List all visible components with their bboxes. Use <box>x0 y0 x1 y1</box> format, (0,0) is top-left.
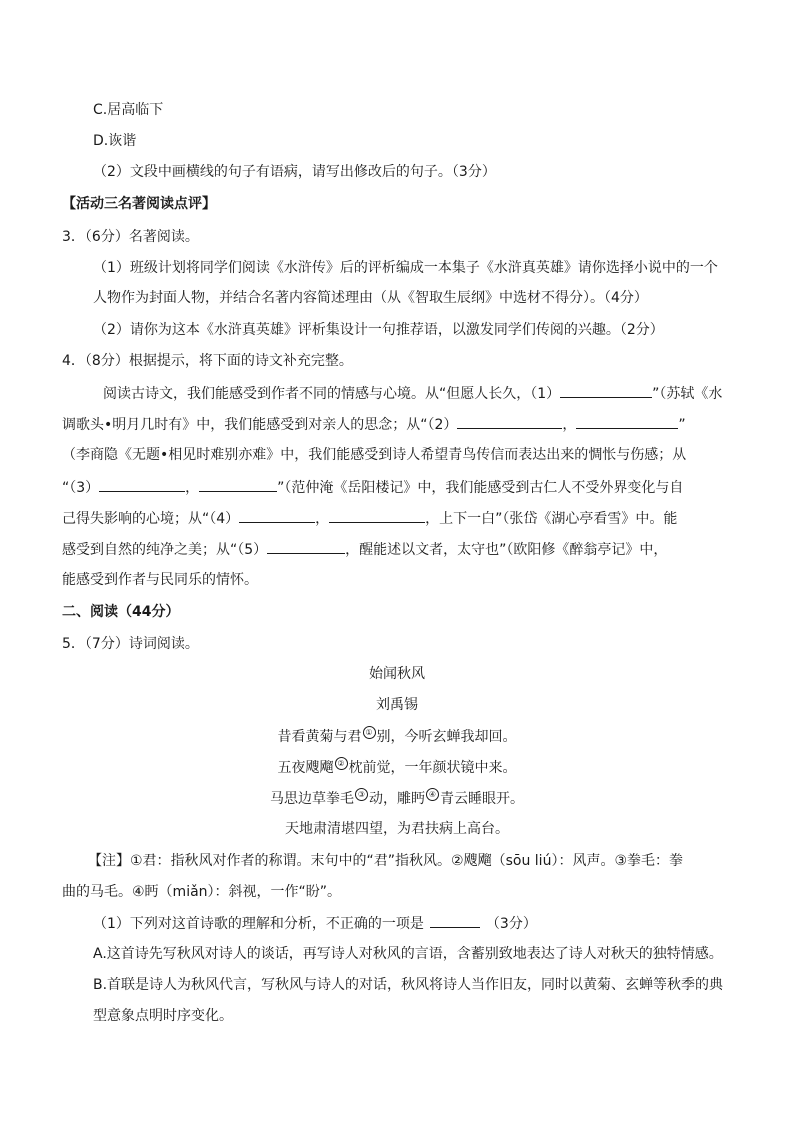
fill-text: ”（苏轼《水 <box>652 386 723 402</box>
poem-text: 动，雕眄 <box>369 791 425 807</box>
footnote-marker-1: ① <box>363 726 376 739</box>
footnote-marker-3: ③ <box>355 788 368 801</box>
fill-text: “（3） <box>62 480 100 496</box>
answer-blank-q5-1[interactable] <box>430 913 480 928</box>
fill-text: ，上下一白”（张岱《湖心亭看雪》中。能 <box>425 511 678 527</box>
fill-line-5 <box>62 508 677 529</box>
fill-line-4 <box>62 477 683 498</box>
question-5-1 <box>93 913 537 934</box>
fill-text: ， <box>562 417 577 433</box>
poem-text: 青云睡眼开。 <box>440 791 524 807</box>
poem-line-4: 天地肃清堪四望，为君扶病上高台。 <box>285 821 509 837</box>
section-2-heading: 二、阅读（44分） <box>62 604 180 620</box>
activity-3-heading: 【活动三名著阅读点评】 <box>62 196 216 212</box>
answer-blank-4b[interactable] <box>329 508 425 523</box>
fill-line-3: （李商隐《无题•相见时难别亦难》中，我们能感受到诗人希望青鸟传信而表达出来的惆怅与伤感；从 <box>62 447 687 463</box>
poem-author: 刘禹锡 <box>376 697 418 713</box>
fill-text: ”（范仲淹《岳阳楼记》中，我们能感受到古仁人不受外界变化与自 <box>277 480 684 496</box>
footnote-marker-4: ④ <box>426 788 439 801</box>
footnote-marker-2: ② <box>335 757 348 770</box>
fill-line-2 <box>62 414 686 435</box>
poem-text: 马思边草拳毛 <box>270 791 354 807</box>
poem-text: 昔看黄菊与君 <box>277 729 362 745</box>
answer-blank-5[interactable] <box>267 539 345 554</box>
fill-text: ” <box>678 417 686 433</box>
question-2-2: （2）文段中画横线的句子有语病，请写出修改后的句子。（3分） <box>93 164 496 180</box>
fill-text: 感受到自然的纯净之美；从“（5） <box>62 542 268 558</box>
poem-line-1 <box>0 726 794 747</box>
answer-blank-3a[interactable] <box>99 477 185 492</box>
option-d: D.诙谐 <box>93 133 137 149</box>
fill-line-7: 能感受到作者与民同乐的情怀。 <box>62 572 258 588</box>
fill-line-6 <box>62 539 667 560</box>
answer-blank-3b[interactable] <box>199 477 277 492</box>
option-b-line-2: 型意象点明时序变化。 <box>93 1008 233 1024</box>
option-c: C.居高临下 <box>93 102 164 118</box>
answer-blank-2b[interactable] <box>576 414 678 429</box>
poem-text: 枕前觉，一年颜状镜中来。 <box>348 760 517 776</box>
question-3-1-line-2: 人物作为封面人物，并结合名著内容简述理由（从《智取生辰纲》中选材不得分）。（4分） <box>93 290 648 306</box>
poem-title: 始闻秋风 <box>369 666 425 682</box>
fill-text: 阅读古诗文，我们能感受到作者不同的情感与心境。从“但愿人长久，（1） <box>103 386 561 402</box>
poem-text: 别，今听玄蝉我却回。 <box>376 729 517 745</box>
question-4: 4．（8分）根据提示，将下面的诗文补充完整。 <box>62 353 353 369</box>
poem-line-3 <box>0 788 794 809</box>
poem-line-2 <box>0 757 794 778</box>
answer-blank-1[interactable] <box>560 383 652 398</box>
fill-line-1 <box>103 383 722 404</box>
note-line-2: 曲的马毛。④眄（miǎn）：斜视，一作“盼”。 <box>62 884 342 900</box>
answer-blank-4a[interactable] <box>239 508 315 523</box>
note-line-1: 【注】①君：指秋风对作者的称谓。末句中的“君”指秋风。②飕飗（sōu liú）：风声。③拳毛：拳 <box>88 853 683 869</box>
question-5: 5．（7分）诗词阅读。 <box>62 636 199 652</box>
option-a: A.这首诗先写秋风对诗人的谈话，再写诗人对秋风的言语，含蓄别致地表达了诗人对秋天的独特情感。 <box>93 946 723 962</box>
option-b-line-1: B.首联是诗人为秋风代言，写秋风与诗人的对话，秋风将诗人当作旧友，同时以黄菊、玄蝉等秋季的典 <box>93 977 724 993</box>
fill-text: 己得失影响的心境；从“（4） <box>62 511 240 527</box>
fill-text: ， <box>185 480 200 496</box>
question-text: （3分） <box>485 916 537 932</box>
question-3-1-line-1: （1）班级计划将同学们阅读《水浒传》后的评析编成一本集子《水浒真英雄》请你选择小说中的一个 <box>93 260 718 276</box>
question-3: 3．（6分）名著阅读。 <box>62 229 199 245</box>
poem-text: 五夜飕飗 <box>277 760 334 776</box>
fill-text: ， <box>315 511 330 527</box>
fill-text: ，醒能述以文者，太守也”（欧阳修《醉翁亭记》中， <box>345 542 668 558</box>
fill-text: 调歌头•明月几时有》中，我们能感受到对亲人的思念；从“（2） <box>62 417 458 433</box>
question-text: （1）下列对这首诗歌的理解和分析，不正确的一项是 <box>93 916 424 932</box>
question-3-2: （2）请你为这本《水浒真英雄》评析集设计一句推荐语，以激发同学们传阅的兴趣。（2分） <box>93 322 664 338</box>
answer-blank-2a[interactable] <box>457 414 562 429</box>
